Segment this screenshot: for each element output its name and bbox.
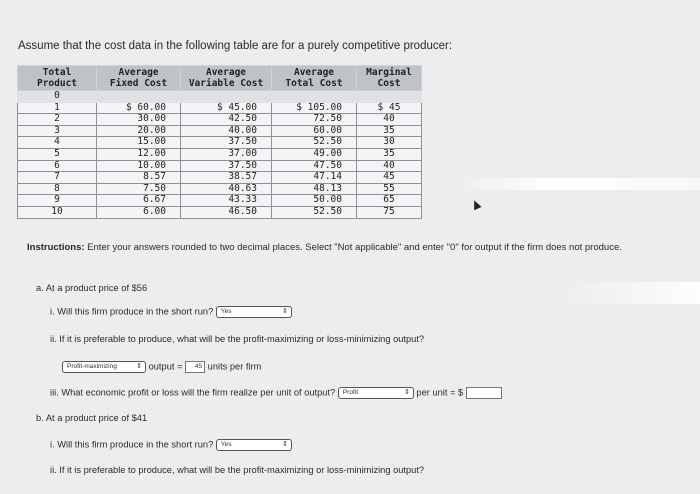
table-cell: 30.00 — [97, 114, 181, 126]
table-cell — [181, 91, 272, 103]
mouse-pointer-icon — [470, 199, 481, 211]
table-cell: 10 — [18, 206, 97, 218]
part-a-q2: ii. If it is preferable to produce, what will be the profit-maximizing or loss-minimizing output? — [50, 334, 425, 344]
part-a-q2-answer: Profit-maximizing ⇕ output = 45 units per firm — [62, 361, 261, 373]
table-row — [18, 102, 422, 114]
part-a-q3: iii. What economic profit or loss will the firm realize per unit of output? Profit ⇕ per unit = $ — [50, 387, 502, 399]
table-cell: 12.00 — [97, 148, 181, 160]
table-cell: 40 — [357, 160, 422, 172]
profit-max-select[interactable]: Profit-maximizing ⇕ — [62, 361, 146, 373]
table-cell: 6.67 — [97, 195, 181, 207]
part-b-q2: ii. If it is preferable to produce, what will be the profit-maximizing or loss-minimizing output? — [50, 465, 425, 475]
table-cell: 8 — [18, 183, 97, 195]
chevron-updown-icon: ⇕ — [136, 363, 142, 370]
table-cell: 50.00 — [272, 195, 357, 207]
table-row — [18, 195, 422, 207]
table-cell: 5 — [18, 148, 97, 160]
table-cell: 9 — [18, 195, 97, 207]
table-cell: 3 — [18, 125, 97, 137]
table-cell: $ 60.00 — [97, 102, 181, 114]
table-row — [18, 206, 422, 218]
chevron-updown-icon: ⇕ — [282, 441, 288, 448]
part-b-q1: i. Will this firm produce in the short run? Yes ⇕ — [50, 439, 292, 451]
table-row — [18, 137, 422, 149]
table-row — [18, 148, 422, 160]
table-cell: 8.57 — [97, 172, 181, 184]
cost-table — [17, 65, 422, 219]
table-cell: 20.00 — [97, 125, 181, 137]
table-row — [18, 91, 422, 103]
table-cell: 37.00 — [181, 148, 272, 160]
table-cell: $ 105.00 — [272, 102, 357, 114]
table-row — [18, 183, 422, 195]
part-b-title: b. At a product price of $41 — [36, 413, 148, 423]
table-cell: 49.00 — [272, 148, 357, 160]
table-cell: 35 — [357, 148, 422, 160]
table-row — [18, 160, 422, 172]
table-cell: 37.50 — [181, 160, 272, 172]
table-cell: 65 — [357, 195, 422, 207]
table-cell: 6 — [18, 160, 97, 172]
screen-glare — [455, 178, 700, 190]
profit-per-unit-input[interactable] — [466, 387, 502, 399]
table-cell: 72.50 — [272, 114, 357, 126]
table-cell — [357, 91, 422, 103]
table-cell: 7 — [18, 172, 97, 184]
table-cell: 6.00 — [97, 206, 181, 218]
table-cell: 2 — [18, 114, 97, 126]
table-cell — [272, 91, 357, 103]
table-cell: 47.14 — [272, 172, 357, 184]
table-cell: 40.00 — [181, 125, 272, 137]
header-atc: Average Total Cost — [272, 66, 357, 91]
table-cell: 52.50 — [272, 206, 357, 218]
table-cell: 37.50 — [181, 137, 272, 149]
produce-select-a[interactable]: Yes ⇕ — [216, 306, 292, 318]
table-cell: 0 — [18, 91, 97, 103]
table-cell — [97, 91, 181, 103]
table-cell: 60.00 — [272, 125, 357, 137]
table-cell: 35 — [357, 125, 422, 137]
header-avc: Average Variable Cost — [181, 66, 272, 91]
screen-glare — [560, 282, 700, 304]
table-cell: 15.00 — [97, 137, 181, 149]
table-cell: 10.00 — [97, 160, 181, 172]
table-header-row — [18, 66, 422, 91]
table-cell: 1 — [18, 102, 97, 114]
chevron-updown-icon: ⇕ — [282, 308, 288, 315]
table-cell: 75 — [357, 206, 422, 218]
table-row — [18, 172, 422, 184]
profit-loss-select[interactable]: Profit ⇕ — [338, 387, 414, 399]
table-cell: 4 — [18, 137, 97, 149]
part-a-title: a. At a product price of $56 — [36, 283, 148, 293]
table-cell: 46.50 — [181, 206, 272, 218]
table-cell: 43.33 — [181, 195, 272, 207]
produce-select-b[interactable]: Yes ⇕ — [216, 439, 292, 451]
intro-text: Assume that the cost data in the following table are for a purely competitive producer: — [18, 40, 453, 52]
table-row — [18, 125, 422, 137]
table-cell: 40.63 — [181, 183, 272, 195]
table-row — [18, 114, 422, 126]
output-input-a[interactable]: 45 — [185, 361, 205, 373]
header-afc: Average Fixed Cost — [97, 66, 181, 91]
table-cell: 52.50 — [272, 137, 357, 149]
header-mc: Marginal Cost — [357, 66, 422, 91]
instructions: Instructions: Enter your answers rounded to two decimal places. Select "Not applicable" and enter "0" for output if the firm does not produce. — [27, 242, 622, 253]
table-cell: $ 45 — [357, 102, 422, 114]
table-cell: 7.50 — [97, 183, 181, 195]
table-cell: 40 — [357, 114, 422, 126]
header-total-product: Total Product — [18, 66, 97, 91]
table-cell: 38.57 — [181, 172, 272, 184]
table-cell: 42.50 — [181, 114, 272, 126]
part-a-q1: i. Will this firm produce in the short run? Yes ⇕ — [50, 306, 292, 318]
table-cell: 48.13 — [272, 183, 357, 195]
table-cell: 55 — [357, 183, 422, 195]
chevron-updown-icon: ⇕ — [403, 389, 410, 396]
table-cell: 45 — [357, 172, 422, 184]
table-cell: 47.50 — [272, 160, 357, 172]
table-cell: $ 45.00 — [181, 102, 272, 114]
table-cell: 30 — [357, 137, 422, 149]
